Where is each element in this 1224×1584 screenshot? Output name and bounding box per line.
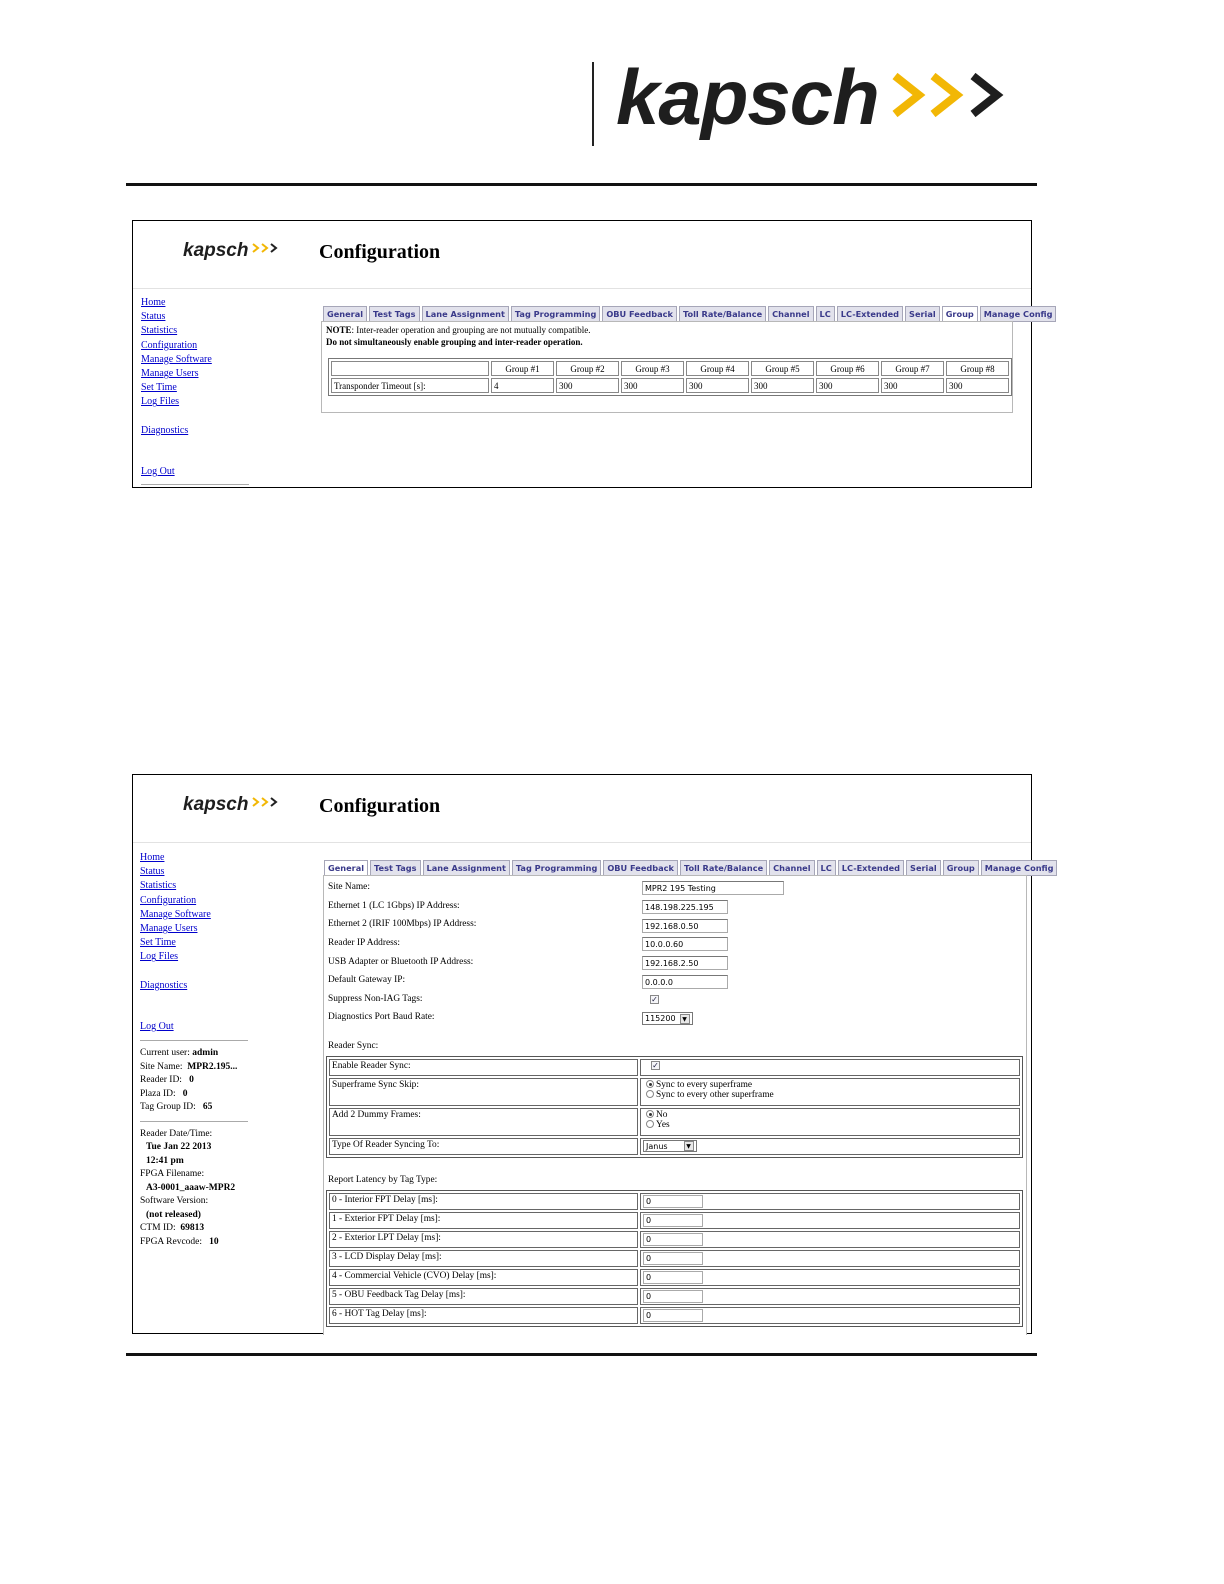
nav-status[interactable]: Status	[140, 866, 165, 878]
group-1-timeout-input[interactable]: 4	[491, 378, 554, 393]
latency-5-input[interactable]: 0	[643, 1290, 703, 1303]
latency-6-input[interactable]: 0	[643, 1309, 703, 1322]
info-reader-id: Reader ID: 0	[140, 1075, 194, 1086]
eth2-ip-input[interactable]: 192.168.0.50	[642, 919, 728, 933]
mini-kapsch-logo	[183, 795, 279, 814]
nav-configuration[interactable]: Configuration	[141, 339, 198, 351]
reader-info	[140, 1047, 250, 1249]
latency-0-cell	[640, 1193, 1020, 1210]
group-4-header: Group #4	[686, 361, 749, 376]
table-header-row	[331, 361, 1009, 376]
config-tabs	[323, 306, 1058, 322]
group-4-timeout-input[interactable]: 300	[686, 378, 749, 393]
mini-logo-wordmark: kapsch	[183, 240, 249, 261]
info-fpga-label: FPGA Filename:	[140, 1169, 205, 1180]
reader-ip-label: Reader IP Address:	[328, 938, 401, 948]
info-fpga: A3-0001_aaaw-MPR2	[146, 1182, 236, 1193]
nav-log-out[interactable]: Log Out	[141, 465, 175, 477]
sync-type-select[interactable]	[643, 1140, 697, 1152]
nav-log-out[interactable]: Log Out	[140, 1020, 174, 1032]
table-row	[329, 1269, 1020, 1286]
dummy-frames-yes-option[interactable]: Yes	[643, 1120, 1017, 1130]
latency-table	[326, 1190, 1023, 1327]
group-7-timeout-input[interactable]: 300	[881, 378, 944, 393]
group-5-header: Group #5	[751, 361, 814, 376]
mini-chevrons-icon	[251, 242, 279, 254]
radio-selected-icon	[646, 1080, 654, 1088]
nav-manage-software[interactable]: Manage Software	[140, 908, 211, 920]
header-rule	[126, 183, 1037, 186]
baud-rate-select[interactable]	[642, 1012, 693, 1025]
eth1-ip-input[interactable]: 148.198.225.195	[642, 900, 728, 914]
latency-0-label: 0 - Interior FPT Delay [ms]:	[329, 1193, 638, 1210]
group-5-timeout-input[interactable]: 300	[751, 378, 814, 393]
tab-general[interactable]: General	[323, 306, 367, 322]
group-tab-panel	[321, 321, 1013, 413]
group-3-timeout-input[interactable]: 300	[621, 378, 684, 393]
tab-lane-assignment[interactable]: Lane Assignment	[423, 860, 510, 876]
latency-5-cell	[640, 1288, 1020, 1305]
tab-channel[interactable]: Channel	[769, 860, 814, 876]
config-header	[133, 221, 1031, 289]
table-row	[329, 1078, 1020, 1106]
enable-reader-sync-checkbox[interactable]: ✓	[652, 1061, 659, 1070]
grouping-note	[326, 324, 591, 336]
eth1-label: Ethernet 1 (LC 1Gbps) IP Address:	[328, 901, 460, 911]
transponder-timeout-label: Transponder Timeout [s]:	[331, 378, 489, 393]
tab-channel[interactable]: Channel	[768, 306, 813, 322]
radio-icon	[646, 1120, 654, 1128]
info-sw: (not released)	[146, 1209, 201, 1220]
tab-serial[interactable]: Serial	[905, 306, 940, 322]
info-plaza-id: Plaza ID: 0	[140, 1088, 188, 1099]
group-3-header: Group #3	[621, 361, 684, 376]
latency-3-label: 3 - LCD Display Delay [ms]:	[329, 1250, 638, 1267]
reader-sync-table	[326, 1056, 1023, 1158]
dropdown-arrow-icon: ▼	[684, 1141, 694, 1151]
latency-1-cell	[640, 1212, 1020, 1229]
group-8-timeout-input[interactable]: 300	[946, 378, 1009, 393]
gateway-label: Default Gateway IP:	[328, 975, 406, 985]
info-divider	[140, 1121, 248, 1122]
mini-logo-wordmark: kapsch	[183, 794, 249, 815]
nav-manage-users[interactable]: Manage Users	[140, 923, 198, 935]
mini-chevrons-icon	[251, 796, 279, 808]
dummy-frames-cell	[640, 1108, 1020, 1136]
latency-2-cell	[640, 1231, 1020, 1248]
group-6-header: Group #6	[816, 361, 879, 376]
info-date: Tue Jan 22 2013	[146, 1142, 212, 1153]
nav-home[interactable]: Home	[140, 852, 165, 863]
latency-1-input[interactable]: 0	[643, 1214, 703, 1227]
info-sw-label: Software Version:	[140, 1196, 209, 1207]
config-tabs	[324, 860, 1059, 876]
tab-test-tags[interactable]: Test Tags	[370, 860, 420, 876]
dummy-frames-label: Add 2 Dummy Frames:	[329, 1108, 638, 1136]
sync-every-superframe-option[interactable]: Sync to every superframe	[643, 1080, 1017, 1090]
suppress-non-iag-checkbox[interactable]: ✓	[651, 995, 658, 1004]
table-row	[329, 1108, 1020, 1136]
info-fpga-revcode: FPGA Revcode: 10	[140, 1236, 219, 1247]
kapsch-logo	[616, 53, 1009, 141]
sync-type-cell	[640, 1138, 1020, 1155]
nav-diagnostics[interactable]: Diagnostics	[140, 979, 188, 991]
dummy-frames-no-option[interactable]: No	[643, 1110, 1017, 1120]
latency-2-input[interactable]: 0	[643, 1233, 703, 1246]
tab-group[interactable]: Group	[943, 860, 979, 876]
note-text: : Inter-reader operation and grouping are not mutually compatible.	[351, 325, 591, 335]
tab-obu-feedback[interactable]: OBU Feedback	[602, 306, 677, 322]
table-row	[331, 378, 1009, 393]
tab-lc-extended[interactable]: LC-Extended	[837, 306, 903, 322]
nav-log-files[interactable]: Log Files	[140, 951, 179, 963]
config-header	[133, 775, 1031, 843]
config-general-screenshot	[132, 774, 1054, 1334]
sidebar-nav	[141, 296, 251, 491]
latency-6-label: 6 - HOT Tag Delay [ms]:	[329, 1307, 638, 1324]
table-row	[329, 1193, 1020, 1210]
baud-label: Diagnostics Port Baud Rate:	[328, 1012, 435, 1022]
info-ctm-id: CTM ID: 69813	[140, 1223, 205, 1234]
tab-obu-feedback[interactable]: OBU Feedback	[603, 860, 678, 876]
sidebar-nav	[140, 851, 250, 1249]
group-6-timeout-input[interactable]: 300	[816, 378, 879, 393]
tab-test-tags[interactable]: Test Tags	[369, 306, 419, 322]
tab-manage-config[interactable]: Manage Config	[980, 306, 1057, 322]
table-row	[329, 1307, 1020, 1324]
sidebar-divider	[141, 484, 249, 485]
table-row	[329, 1138, 1020, 1155]
tab-tag-programming[interactable]: Tag Programming	[511, 306, 600, 322]
dropdown-arrow-icon: ▼	[680, 1014, 690, 1024]
site-name-label: Site Name:	[328, 882, 370, 892]
tab-lc[interactable]: LC	[817, 860, 836, 876]
radio-icon	[646, 1090, 654, 1098]
tab-toll-rate-balance[interactable]: Toll Rate/Balance	[679, 306, 766, 322]
info-site-name: Site Name: MPR2.195...	[140, 1061, 238, 1072]
mini-kapsch-logo	[183, 241, 279, 260]
group-1-header: Group #1	[491, 361, 554, 376]
group-2-header: Group #2	[556, 361, 619, 376]
usb-ip-input[interactable]: 192.168.2.50	[642, 956, 728, 970]
latency-6-cell	[640, 1307, 1020, 1324]
tab-lc[interactable]: LC	[816, 306, 835, 322]
latency-3-cell	[640, 1250, 1020, 1267]
general-tab-panel	[323, 875, 1027, 1335]
reader-ip-input[interactable]: 10.0.0.60	[642, 937, 728, 951]
gateway-ip-input[interactable]: 0.0.0.0	[642, 975, 728, 989]
page-title: Configuration	[319, 241, 441, 263]
nav-diagnostics[interactable]: Diagnostics	[141, 424, 189, 436]
group-8-header: Group #8	[946, 361, 1009, 376]
radio-selected-icon	[646, 1110, 654, 1118]
table-row	[329, 1059, 1020, 1076]
nav-log-files[interactable]: Log Files	[141, 396, 180, 408]
table-corner-cell	[331, 361, 489, 376]
tab-toll-rate-balance[interactable]: Toll Rate/Balance	[680, 860, 767, 876]
usb-ip-label: USB Adapter or Bluetooth IP Address:	[328, 957, 474, 967]
group-7-header: Group #7	[881, 361, 944, 376]
group-2-timeout-input[interactable]: 300	[556, 378, 619, 393]
table-row	[329, 1250, 1020, 1267]
info-current-user: Current user: admin	[140, 1048, 219, 1059]
nav-statistics[interactable]: Statistics	[140, 880, 177, 892]
table-row	[329, 1288, 1020, 1305]
note-label: NOTE	[326, 325, 352, 335]
nav-configuration[interactable]: Configuration	[140, 894, 197, 906]
latency-4-cell	[640, 1269, 1020, 1286]
latency-4-label: 4 - Commercial Vehicle (CVO) Delay [ms]:	[329, 1269, 638, 1286]
config-group-screenshot	[132, 220, 1053, 488]
suppress-label: Suppress Non-IAG Tags:	[328, 994, 423, 1004]
latency-2-label: 2 - Exterior LPT Delay [ms]:	[329, 1231, 638, 1248]
latency-5-label: 5 - OBU Feedback Tag Delay [ms]:	[329, 1288, 638, 1305]
logo-wordmark: kapsch	[616, 53, 879, 141]
enable-sync-label: Enable Reader Sync:	[329, 1059, 638, 1076]
info-date-label: Reader Date/Time:	[140, 1128, 213, 1139]
tab-tag-programming[interactable]: Tag Programming	[512, 860, 601, 876]
nav-manage-users[interactable]: Manage Users	[141, 368, 199, 380]
page-title: Configuration	[319, 795, 441, 817]
site-name-input[interactable]: MPR2 195 Testing	[642, 881, 784, 895]
nav-set-time[interactable]: Set Time	[140, 937, 176, 949]
sync-skip-label: Superframe Sync Skip:	[329, 1078, 638, 1106]
latency-0-input[interactable]: 0	[643, 1195, 703, 1208]
eth2-label: Ethernet 2 (IRIF 100Mbps) IP Address:	[328, 919, 477, 929]
table-row	[329, 1212, 1020, 1229]
enable-sync-cell	[640, 1059, 1020, 1076]
latency-1-label: 1 - Exterior FPT Delay [ms]:	[329, 1212, 638, 1229]
sync-type-value: Janus	[646, 1141, 668, 1151]
group-timeout-table	[328, 358, 1012, 396]
tab-group[interactable]: Group	[942, 306, 978, 322]
info-tag-group-id: Tag Group ID: 65	[140, 1102, 213, 1113]
nav-status[interactable]: Status	[141, 311, 166, 323]
reader-sync-heading: Reader Sync:	[328, 1041, 379, 1051]
latency-3-input[interactable]: 0	[643, 1252, 703, 1265]
info-time: 12:41 pm	[146, 1155, 184, 1166]
tab-general[interactable]: General	[324, 860, 368, 876]
tab-serial[interactable]: Serial	[906, 860, 941, 876]
logo-chevrons-icon	[889, 68, 1009, 122]
sync-type-label: Type Of Reader Syncing To:	[329, 1138, 638, 1155]
baud-rate-value: 115200	[645, 1014, 676, 1023]
tab-lc-extended[interactable]: LC-Extended	[838, 860, 904, 876]
nav-set-time[interactable]: Set Time	[141, 382, 177, 394]
nav-manage-software[interactable]: Manage Software	[141, 353, 212, 365]
sync-skip-cell	[640, 1078, 1020, 1106]
table-row	[329, 1231, 1020, 1248]
nav-statistics[interactable]: Statistics	[141, 325, 178, 337]
latency-heading: Report Latency by Tag Type:	[328, 1175, 438, 1185]
tab-lane-assignment[interactable]: Lane Assignment	[422, 306, 509, 322]
sync-every-other-superframe-option[interactable]: Sync to every other superframe	[643, 1090, 1017, 1100]
footer-rule	[126, 1353, 1037, 1356]
nav-home[interactable]: Home	[141, 297, 166, 308]
sidebar-divider	[140, 1040, 248, 1041]
latency-4-input[interactable]: 0	[643, 1271, 703, 1284]
tab-manage-config[interactable]: Manage Config	[981, 860, 1058, 876]
header-divider	[592, 62, 594, 146]
grouping-warning: Do not simultaneously enable grouping and inter-reader operation.	[326, 337, 583, 347]
